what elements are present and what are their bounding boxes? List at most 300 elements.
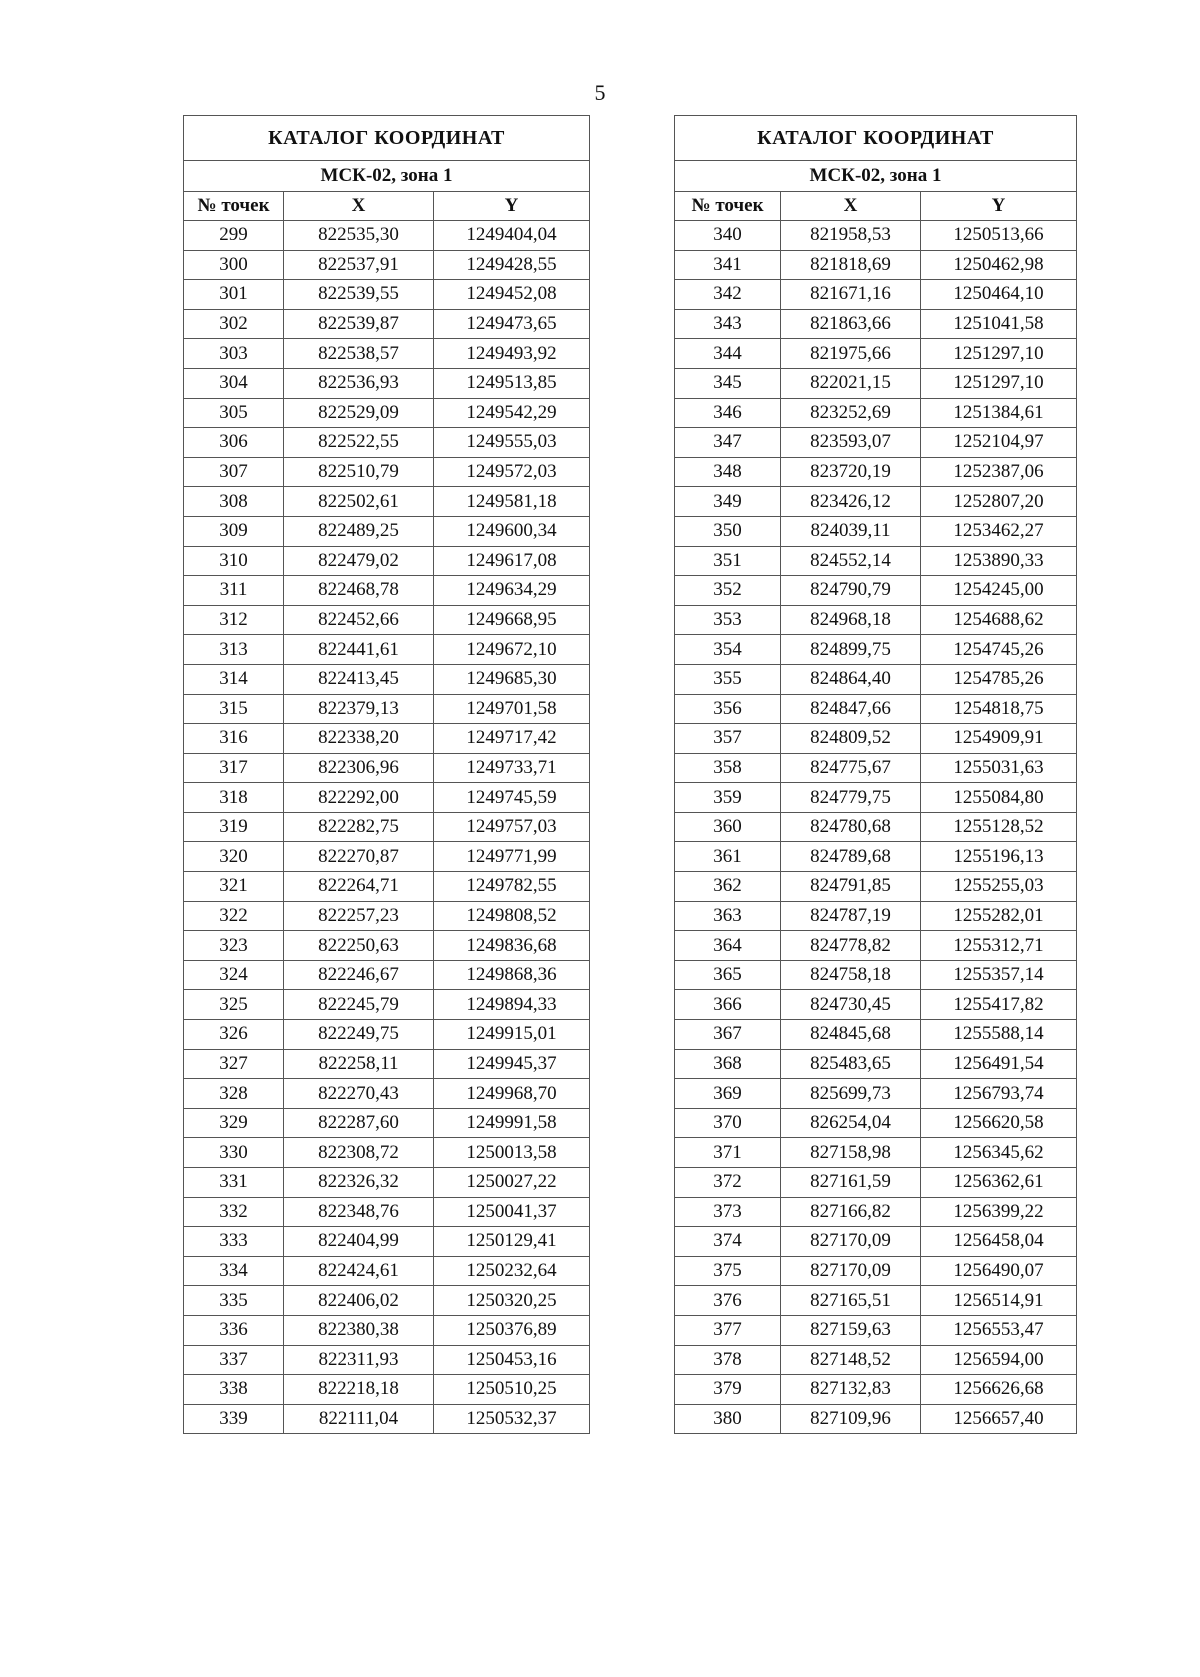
cell-y: 1249968,70 [434, 1079, 590, 1109]
cell-point-number: 352 [675, 576, 781, 606]
cell-x: 822292,00 [284, 783, 434, 813]
cell-point-number: 327 [184, 1049, 284, 1079]
cell-y: 1250513,66 [921, 221, 1077, 251]
column-header-point-number: № точек [675, 192, 781, 221]
cell-x: 822413,45 [284, 664, 434, 694]
table-row [184, 635, 590, 665]
cell-x: 824899,75 [781, 635, 921, 665]
cell-x: 822270,43 [284, 1079, 434, 1109]
cell-y: 1256620,58 [921, 1108, 1077, 1138]
cell-point-number: 350 [675, 516, 781, 546]
cell-point-number: 348 [675, 457, 781, 487]
cell-x: 827109,96 [781, 1404, 921, 1434]
cell-point-number: 306 [184, 428, 284, 458]
cell-x: 827148,52 [781, 1345, 921, 1375]
cell-y: 1252807,20 [921, 487, 1077, 517]
cell-y: 1249991,58 [434, 1108, 590, 1138]
cell-point-number: 313 [184, 635, 284, 665]
table-row [675, 1375, 1077, 1405]
cell-point-number: 316 [184, 724, 284, 754]
cell-x: 823426,12 [781, 487, 921, 517]
table-row [184, 546, 590, 576]
table-row [675, 635, 1077, 665]
cell-y: 1251041,58 [921, 309, 1077, 339]
cell-x: 824775,67 [781, 753, 921, 783]
table-row [184, 457, 590, 487]
cell-point-number: 323 [184, 931, 284, 961]
cell-y: 1255084,80 [921, 783, 1077, 813]
table-row [675, 960, 1077, 990]
cell-point-number: 318 [184, 783, 284, 813]
cell-y: 1250453,16 [434, 1345, 590, 1375]
cell-y: 1254688,62 [921, 605, 1077, 635]
cell-x: 822249,75 [284, 1020, 434, 1050]
table-row [184, 1345, 590, 1375]
cell-x: 821958,53 [781, 221, 921, 251]
cell-point-number: 371 [675, 1138, 781, 1168]
cell-x: 824809,52 [781, 724, 921, 754]
cell-x: 827165,51 [781, 1286, 921, 1316]
cell-point-number: 311 [184, 576, 284, 606]
cell-x: 822536,93 [284, 368, 434, 398]
cell-y: 1256657,40 [921, 1404, 1077, 1434]
table-row [184, 339, 590, 369]
cell-x: 822218,18 [284, 1375, 434, 1405]
table-row [184, 1168, 590, 1198]
table-row [675, 753, 1077, 783]
cell-y: 1249581,18 [434, 487, 590, 517]
cell-x: 825699,73 [781, 1079, 921, 1109]
cell-y: 1255255,03 [921, 872, 1077, 902]
cell-y: 1249717,42 [434, 724, 590, 754]
cell-y: 1251297,10 [921, 368, 1077, 398]
table-row [184, 990, 590, 1020]
cell-y: 1255031,63 [921, 753, 1077, 783]
cell-y: 1249808,52 [434, 901, 590, 931]
cell-point-number: 337 [184, 1345, 284, 1375]
table-row [184, 1079, 590, 1109]
cell-y: 1249685,30 [434, 664, 590, 694]
cell-point-number: 307 [184, 457, 284, 487]
cell-x: 822529,09 [284, 398, 434, 428]
cell-point-number: 365 [675, 960, 781, 990]
table-row [184, 428, 590, 458]
cell-y: 1249868,36 [434, 960, 590, 990]
cell-x: 824864,40 [781, 664, 921, 694]
cell-point-number: 357 [675, 724, 781, 754]
cell-y: 1249555,03 [434, 428, 590, 458]
table-row [675, 842, 1077, 872]
cell-x: 822258,11 [284, 1049, 434, 1079]
cell-x: 822535,30 [284, 221, 434, 251]
cell-point-number: 374 [675, 1227, 781, 1257]
cell-y: 1256594,00 [921, 1345, 1077, 1375]
table-row [675, 428, 1077, 458]
table-row [184, 1020, 590, 1050]
cell-x: 824730,45 [781, 990, 921, 1020]
cell-y: 1251384,61 [921, 398, 1077, 428]
cell-point-number: 300 [184, 250, 284, 280]
column-header-x: X [781, 192, 921, 221]
cell-point-number: 377 [675, 1315, 781, 1345]
cell-x: 824779,75 [781, 783, 921, 813]
cell-point-number: 338 [184, 1375, 284, 1405]
table-row [184, 960, 590, 990]
cell-y: 1252104,97 [921, 428, 1077, 458]
cell-point-number: 351 [675, 546, 781, 576]
table-row [184, 664, 590, 694]
cell-y: 1249672,10 [434, 635, 590, 665]
cell-point-number: 367 [675, 1020, 781, 1050]
table-row [675, 1020, 1077, 1050]
table-row [675, 368, 1077, 398]
cell-point-number: 361 [675, 842, 781, 872]
cell-point-number: 372 [675, 1168, 781, 1198]
cell-y: 1249600,34 [434, 516, 590, 546]
cell-point-number: 343 [675, 309, 781, 339]
cell-point-number: 332 [184, 1197, 284, 1227]
cell-y: 1250027,22 [434, 1168, 590, 1198]
cell-x: 822245,79 [284, 990, 434, 1020]
cell-y: 1250532,37 [434, 1404, 590, 1434]
table-row [184, 368, 590, 398]
cell-x: 825483,65 [781, 1049, 921, 1079]
cell-x: 823593,07 [781, 428, 921, 458]
cell-x: 827161,59 [781, 1168, 921, 1198]
table-row [675, 250, 1077, 280]
cell-point-number: 360 [675, 812, 781, 842]
table-row [675, 812, 1077, 842]
table-row [675, 1315, 1077, 1345]
table-row [184, 694, 590, 724]
cell-point-number: 349 [675, 487, 781, 517]
cell-x: 823252,69 [781, 398, 921, 428]
table-row [184, 221, 590, 251]
cell-point-number: 325 [184, 990, 284, 1020]
cell-x: 822452,66 [284, 605, 434, 635]
table-row [675, 694, 1077, 724]
cell-x: 821671,16 [781, 280, 921, 310]
table-row [675, 1108, 1077, 1138]
cell-x: 822424,61 [284, 1256, 434, 1286]
table-row [184, 1256, 590, 1286]
cell-point-number: 326 [184, 1020, 284, 1050]
cell-x: 821975,66 [781, 339, 921, 369]
cell-y: 1256553,47 [921, 1315, 1077, 1345]
catalog-title: КАТАЛОГ КООРДИНАТ [675, 116, 1077, 161]
cell-x: 824845,68 [781, 1020, 921, 1050]
table-row [184, 872, 590, 902]
cell-point-number: 362 [675, 872, 781, 902]
cell-point-number: 335 [184, 1286, 284, 1316]
cell-x: 822380,38 [284, 1315, 434, 1345]
cell-y: 1249894,33 [434, 990, 590, 1020]
cell-x: 827166,82 [781, 1197, 921, 1227]
cell-point-number: 370 [675, 1108, 781, 1138]
cell-point-number: 340 [675, 221, 781, 251]
column-header-y: Y [434, 192, 590, 221]
cell-x: 822538,57 [284, 339, 434, 369]
cell-point-number: 341 [675, 250, 781, 280]
cell-y: 1249836,68 [434, 931, 590, 961]
cell-point-number: 353 [675, 605, 781, 635]
table-row [184, 842, 590, 872]
cell-point-number: 379 [675, 1375, 781, 1405]
cell-point-number: 380 [675, 1404, 781, 1434]
coordinate-catalog-table-left [183, 115, 590, 1434]
cell-y: 1249733,71 [434, 753, 590, 783]
table-row [675, 1345, 1077, 1375]
cell-point-number: 346 [675, 398, 781, 428]
cell-point-number: 308 [184, 487, 284, 517]
table-row [184, 812, 590, 842]
cell-y: 1251297,10 [921, 339, 1077, 369]
table-row [184, 783, 590, 813]
cell-x: 822306,96 [284, 753, 434, 783]
catalog-zone: МСК-02, зона 1 [184, 161, 590, 192]
catalog-rows [184, 221, 590, 1434]
table-row [675, 1197, 1077, 1227]
cell-y: 1249771,99 [434, 842, 590, 872]
cell-x: 826254,04 [781, 1108, 921, 1138]
table-row [184, 1375, 590, 1405]
cell-y: 1255588,14 [921, 1020, 1077, 1050]
cell-x: 822537,91 [284, 250, 434, 280]
cell-y: 1249634,29 [434, 576, 590, 606]
table-row [675, 1404, 1077, 1434]
cell-point-number: 376 [675, 1286, 781, 1316]
cell-point-number: 336 [184, 1315, 284, 1345]
cell-y: 1254745,26 [921, 635, 1077, 665]
cell-x: 824847,66 [781, 694, 921, 724]
cell-point-number: 299 [184, 221, 284, 251]
table-row [184, 753, 590, 783]
table-row [184, 724, 590, 754]
cell-point-number: 333 [184, 1227, 284, 1257]
coordinate-catalog-table-right [674, 115, 1077, 1434]
cell-x: 822246,67 [284, 960, 434, 990]
cell-point-number: 344 [675, 339, 781, 369]
cell-point-number: 354 [675, 635, 781, 665]
table-row [675, 221, 1077, 251]
cell-point-number: 322 [184, 901, 284, 931]
cell-point-number: 312 [184, 605, 284, 635]
cell-y: 1256793,74 [921, 1079, 1077, 1109]
cell-x: 824552,14 [781, 546, 921, 576]
cell-point-number: 369 [675, 1079, 781, 1109]
cell-y: 1249701,58 [434, 694, 590, 724]
cell-x: 822287,60 [284, 1108, 434, 1138]
table-row [675, 1079, 1077, 1109]
cell-y: 1256490,07 [921, 1256, 1077, 1286]
cell-x: 822404,99 [284, 1227, 434, 1257]
cell-x: 824787,19 [781, 901, 921, 931]
cell-y: 1249915,01 [434, 1020, 590, 1050]
cell-x: 822441,61 [284, 635, 434, 665]
cell-x: 822338,20 [284, 724, 434, 754]
cell-y: 1254818,75 [921, 694, 1077, 724]
table-row [184, 487, 590, 517]
cell-y: 1256626,68 [921, 1375, 1077, 1405]
cell-point-number: 334 [184, 1256, 284, 1286]
table-row [675, 1227, 1077, 1257]
cell-x: 827158,98 [781, 1138, 921, 1168]
cell-x: 822311,93 [284, 1345, 434, 1375]
table-row [675, 724, 1077, 754]
table-row [184, 250, 590, 280]
cell-x: 827159,63 [781, 1315, 921, 1345]
cell-y: 1249745,59 [434, 783, 590, 813]
cell-point-number: 304 [184, 368, 284, 398]
cell-y: 1249617,08 [434, 546, 590, 576]
cell-point-number: 315 [184, 694, 284, 724]
cell-y: 1250013,58 [434, 1138, 590, 1168]
cell-y: 1250464,10 [921, 280, 1077, 310]
cell-y: 1249542,29 [434, 398, 590, 428]
table-row [675, 872, 1077, 902]
cell-point-number: 358 [675, 753, 781, 783]
cell-y: 1249404,04 [434, 221, 590, 251]
cell-x: 824758,18 [781, 960, 921, 990]
cell-x: 821863,66 [781, 309, 921, 339]
table-row [675, 457, 1077, 487]
table-row [184, 1138, 590, 1168]
cell-x: 824780,68 [781, 812, 921, 842]
cell-y: 1249513,85 [434, 368, 590, 398]
cell-x: 824789,68 [781, 842, 921, 872]
cell-x: 822111,04 [284, 1404, 434, 1434]
table-row [184, 1108, 590, 1138]
cell-x: 824039,11 [781, 516, 921, 546]
cell-y: 1250376,89 [434, 1315, 590, 1345]
cell-y: 1250320,25 [434, 1286, 590, 1316]
cell-y: 1250510,25 [434, 1375, 590, 1405]
cell-point-number: 345 [675, 368, 781, 398]
table-row [184, 576, 590, 606]
cell-point-number: 329 [184, 1108, 284, 1138]
table-row [675, 1256, 1077, 1286]
cell-point-number: 303 [184, 339, 284, 369]
cell-y: 1255282,01 [921, 901, 1077, 931]
cell-y: 1255128,52 [921, 812, 1077, 842]
column-header-y: Y [921, 192, 1077, 221]
table-row [184, 605, 590, 635]
cell-x: 822257,23 [284, 901, 434, 931]
table-row [675, 576, 1077, 606]
cell-point-number: 324 [184, 960, 284, 990]
column-header-point-number: № точек [184, 192, 284, 221]
cell-point-number: 305 [184, 398, 284, 428]
table-row [675, 990, 1077, 1020]
cell-y: 1250129,41 [434, 1227, 590, 1257]
cell-y: 1249473,65 [434, 309, 590, 339]
cell-y: 1250232,64 [434, 1256, 590, 1286]
cell-point-number: 321 [184, 872, 284, 902]
cell-y: 1250041,37 [434, 1197, 590, 1227]
cell-point-number: 310 [184, 546, 284, 576]
cell-x: 824790,79 [781, 576, 921, 606]
cell-y: 1253462,27 [921, 516, 1077, 546]
table-row [675, 398, 1077, 428]
table-row [675, 516, 1077, 546]
cell-x: 822539,55 [284, 280, 434, 310]
catalog-title: КАТАЛОГ КООРДИНАТ [184, 116, 590, 161]
table-row [675, 339, 1077, 369]
table-row [675, 901, 1077, 931]
cell-x: 822479,02 [284, 546, 434, 576]
cell-y: 1249493,92 [434, 339, 590, 369]
cell-y: 1249668,95 [434, 605, 590, 635]
cell-y: 1250462,98 [921, 250, 1077, 280]
cell-x: 824791,85 [781, 872, 921, 902]
table-row [184, 1404, 590, 1434]
cell-point-number: 317 [184, 753, 284, 783]
cell-point-number: 375 [675, 1256, 781, 1286]
cell-point-number: 301 [184, 280, 284, 310]
cell-y: 1255357,14 [921, 960, 1077, 990]
cell-x: 824968,18 [781, 605, 921, 635]
cell-point-number: 359 [675, 783, 781, 813]
cell-point-number: 328 [184, 1079, 284, 1109]
table-row [675, 605, 1077, 635]
cell-y: 1256399,22 [921, 1197, 1077, 1227]
cell-y: 1256458,04 [921, 1227, 1077, 1257]
cell-y: 1256491,54 [921, 1049, 1077, 1079]
cell-x: 822539,87 [284, 309, 434, 339]
table-row [184, 398, 590, 428]
cell-point-number: 364 [675, 931, 781, 961]
table-row [675, 664, 1077, 694]
page-number: 5 [594, 80, 606, 105]
cell-y: 1253890,33 [921, 546, 1077, 576]
cell-x: 821818,69 [781, 250, 921, 280]
table-row [184, 516, 590, 546]
cell-x: 827170,09 [781, 1256, 921, 1286]
cell-x: 822510,79 [284, 457, 434, 487]
cell-x: 822326,32 [284, 1168, 434, 1198]
table-row [184, 309, 590, 339]
cell-x: 822406,02 [284, 1286, 434, 1316]
cell-point-number: 373 [675, 1197, 781, 1227]
table-row [675, 487, 1077, 517]
cell-x: 822489,25 [284, 516, 434, 546]
table-row [675, 280, 1077, 310]
cell-y: 1249782,55 [434, 872, 590, 902]
cell-y: 1255417,82 [921, 990, 1077, 1020]
cell-y: 1249428,55 [434, 250, 590, 280]
table-row [184, 901, 590, 931]
table-row [184, 1197, 590, 1227]
cell-x: 822264,71 [284, 872, 434, 902]
cell-point-number: 368 [675, 1049, 781, 1079]
cell-point-number: 356 [675, 694, 781, 724]
table-row [184, 931, 590, 961]
cell-point-number: 378 [675, 1345, 781, 1375]
cell-point-number: 314 [184, 664, 284, 694]
cell-y: 1256514,91 [921, 1286, 1077, 1316]
cell-x: 822308,72 [284, 1138, 434, 1168]
catalog-rows [675, 221, 1077, 1434]
column-header-x: X [284, 192, 434, 221]
cell-point-number: 331 [184, 1168, 284, 1198]
cell-point-number: 347 [675, 428, 781, 458]
cell-x: 822379,13 [284, 694, 434, 724]
table-row [675, 1049, 1077, 1079]
cell-x: 822468,78 [284, 576, 434, 606]
cell-point-number: 366 [675, 990, 781, 1020]
catalog-zone: МСК-02, зона 1 [675, 161, 1077, 192]
cell-x: 823720,19 [781, 457, 921, 487]
